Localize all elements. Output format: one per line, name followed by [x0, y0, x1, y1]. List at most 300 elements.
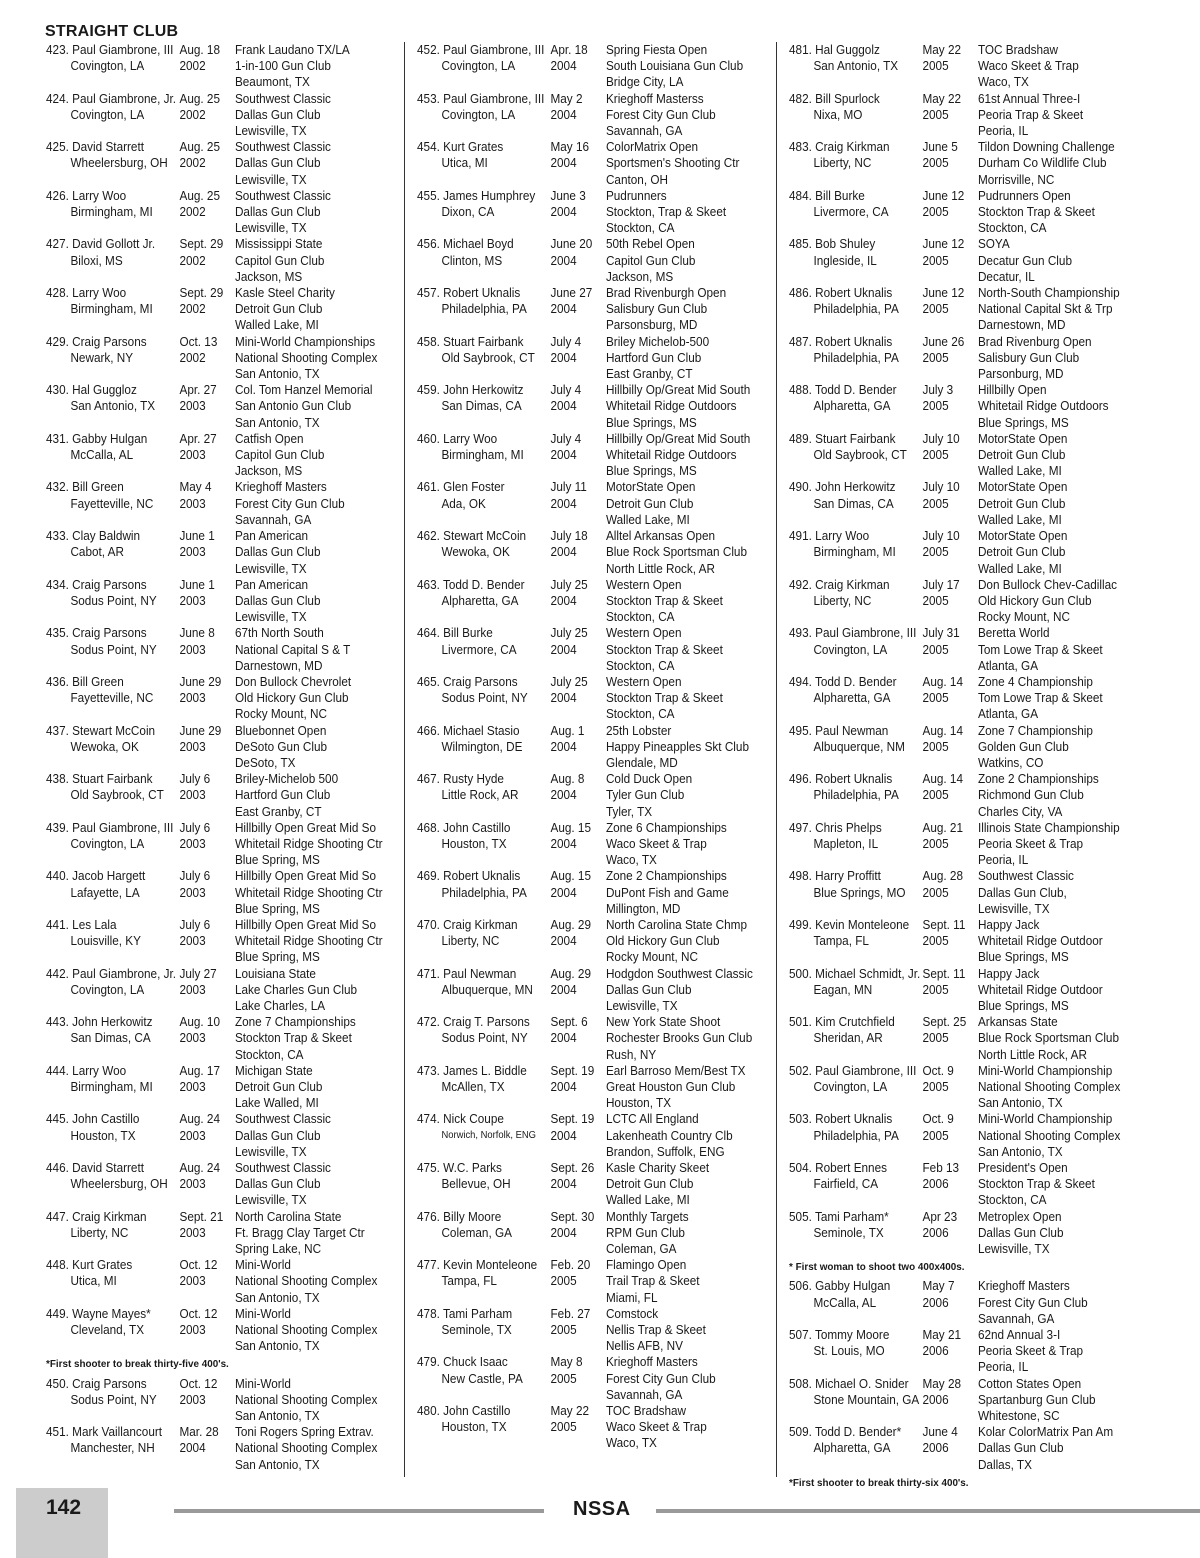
- event-year: 2005: [922, 739, 949, 754]
- shooter-name: Robert Uknalis: [443, 869, 521, 884]
- footer-rule: [174, 1509, 544, 1513]
- shooter-name: Robert Uknalis: [443, 286, 521, 301]
- event-name: Mini-World Championship: [977, 1063, 1113, 1078]
- record-entry: [417, 431, 774, 480]
- event-date: June 12: [922, 188, 965, 203]
- entry-number: 450.: [46, 1376, 69, 1391]
- shooter-line: [46, 285, 179, 301]
- date-cell: [179, 1257, 234, 1306]
- date-cell: [922, 139, 977, 188]
- event-name: Pan American: [234, 529, 309, 544]
- shooter-cell: [417, 820, 550, 869]
- date-cell: [179, 431, 234, 480]
- event-year: 2003: [179, 545, 206, 560]
- club-name: Tom Lowe Trap & Skeet: [977, 642, 1103, 657]
- event-year: 2005: [550, 1420, 577, 1435]
- event-name: 25th Lobster: [605, 723, 672, 738]
- shooter-hometown: Sodus Point, NY: [70, 1392, 157, 1407]
- club-name: Stockton Trap & Skeet: [605, 691, 723, 706]
- record-entry: [46, 382, 403, 431]
- event-name: Metroplex Open: [977, 1209, 1062, 1224]
- event-year: 2005: [922, 448, 949, 463]
- club-name: Rochester Brooks Gun Club: [605, 1031, 753, 1046]
- event-name: Louisiana State: [234, 966, 316, 981]
- shooter-line: [46, 479, 179, 495]
- shooter-cell: [789, 139, 922, 188]
- event-date: Apr. 27: [179, 383, 217, 398]
- shooter-cell: [789, 42, 922, 91]
- date-cell: [922, 723, 977, 772]
- event-year: 2004: [550, 691, 577, 706]
- event-name: Zone 4 Championship: [977, 674, 1093, 689]
- date-cell: [179, 868, 234, 917]
- club-name: Happy Pineapples Skt Club: [605, 739, 749, 754]
- shooter-hometown: Norwich, Norfolk, ENG: [441, 1129, 536, 1141]
- event-date: July 25: [550, 626, 588, 641]
- shooter-hometown: Wilmington, DE: [441, 739, 523, 754]
- event-year: 2005: [922, 496, 949, 511]
- date-cell: [550, 1306, 605, 1355]
- record-entry: [789, 577, 1146, 626]
- club-city: Spring Lake, NC: [234, 1242, 322, 1257]
- entry-number: 440.: [46, 869, 69, 884]
- club-city: Blue Spring, MS: [234, 950, 320, 965]
- shooter-hometown: Livermore, CA: [813, 205, 889, 220]
- event-cell: [978, 674, 1152, 723]
- event-name: Frank Laudano TX/LA: [234, 43, 350, 57]
- shooter-cell: [789, 91, 922, 140]
- shooter-name: Harry Proffitt: [815, 869, 881, 884]
- record-entry: [417, 1063, 774, 1112]
- shooter-name: Craig Kirkman: [72, 1209, 147, 1224]
- entry-number: 469.: [417, 869, 440, 884]
- shooter-name: Tami Parham: [442, 1306, 513, 1321]
- shooter-cell: [46, 382, 179, 431]
- event-year: 2005: [922, 205, 949, 220]
- entry-number: 429.: [46, 334, 69, 349]
- shooter-hometown: Ada, OK: [441, 496, 486, 511]
- event-cell: [235, 1111, 409, 1160]
- event-cell: [978, 1014, 1152, 1063]
- date-cell: [922, 1424, 977, 1473]
- record-entry: [789, 42, 1146, 91]
- event-cell: [235, 334, 409, 383]
- club-city: Glendale, MD: [605, 755, 678, 770]
- event-date: Sept. 11: [922, 917, 966, 932]
- shooter-hometown: Tampa, FL: [441, 1274, 497, 1289]
- shooter-hometown: Clinton, MS: [441, 253, 503, 268]
- shooter-hometown: Albuquerque, NM: [813, 739, 905, 754]
- shooter-cell: [46, 1306, 179, 1355]
- club-city: Blue Spring, MS: [234, 853, 320, 868]
- shooter-cell: [789, 236, 922, 285]
- shooter-hometown: Eagan, MN: [813, 982, 873, 997]
- club-name: Waco Skeet & Trap: [605, 836, 707, 851]
- shooter-name: Craig Parsons: [72, 577, 147, 592]
- club-city: Stockton, CA: [605, 221, 675, 236]
- event-date: Sept. 30: [550, 1209, 595, 1224]
- club-city: Lewisville, TX: [605, 998, 678, 1013]
- shooter-hometown: Houston, TX: [441, 1420, 507, 1435]
- shooter-hometown: Wewoka, OK: [70, 739, 139, 754]
- club-city: Stockton, CA: [977, 1193, 1047, 1208]
- shooter-line: [46, 139, 179, 155]
- shooter-hometown: Newark, NY: [70, 350, 134, 365]
- event-year: 2005: [922, 302, 949, 317]
- entry-number: 461.: [417, 480, 440, 495]
- shooter-cell: [789, 1327, 922, 1376]
- date-cell: [179, 674, 234, 723]
- club-city: Walled Lake, MI: [605, 1193, 690, 1208]
- event-name: Arkansas State: [977, 1015, 1058, 1030]
- club-name: Salisbury Gun Club: [605, 302, 708, 317]
- shooter-name: Todd D. Bender: [814, 674, 897, 689]
- event-name: Krieghoff Masters: [605, 1355, 698, 1370]
- shooter-cell: [789, 625, 922, 674]
- club-name: Great Houston Gun Club: [605, 1080, 736, 1094]
- shooter-name: Tommy Moore: [814, 1328, 890, 1343]
- event-name: Southwest Classic: [234, 1112, 331, 1127]
- shooter-name: Paul Giambrone, III: [443, 43, 545, 57]
- event-name: Toni Rogers Spring Extrav.: [234, 1425, 374, 1440]
- shooter-cell: [417, 236, 550, 285]
- shooter-line: [789, 820, 922, 836]
- club-city: East Granby, CT: [234, 804, 322, 819]
- entry-number: 489.: [789, 431, 812, 446]
- event-date: July 27: [179, 966, 217, 981]
- event-year: 2005: [922, 107, 949, 122]
- record-entry: [417, 1306, 774, 1355]
- club-city: Waco, TX: [605, 853, 657, 868]
- club-city: Nellis AFB, NV: [605, 1339, 683, 1354]
- shooter-hometown: Covington, LA: [441, 59, 516, 74]
- event-cell: [235, 139, 409, 188]
- entry-number: 424.: [46, 91, 69, 106]
- club-name: Tyler Gun Club: [605, 788, 685, 803]
- shooter-cell: [46, 966, 179, 1015]
- shooter-hometown: Liberty, NC: [70, 1225, 129, 1240]
- event-date: July 6: [179, 772, 211, 787]
- shooter-cell: [46, 917, 179, 966]
- shooter-hometown: Covington, LA: [813, 1080, 888, 1094]
- entry-number: 445.: [46, 1112, 69, 1127]
- event-cell: [235, 91, 409, 140]
- shooter-name: Robert Ennes: [815, 1161, 888, 1176]
- entry-number: 492.: [789, 577, 812, 592]
- record-entry: [46, 188, 403, 237]
- shooter-hometown: Birmingham, MI: [70, 205, 153, 220]
- record-entry: [417, 917, 774, 966]
- record-entry: [46, 91, 403, 140]
- date-cell: [179, 139, 234, 188]
- entry-number: 480.: [417, 1404, 440, 1419]
- club-name: Blue Rock Sportsman Club: [977, 1031, 1120, 1046]
- club-name: Stockton Trap & Skeet: [977, 205, 1095, 220]
- event-date: May 22: [550, 1404, 590, 1419]
- shooter-cell: [417, 479, 550, 528]
- event-cell: [606, 528, 780, 577]
- event-cell: [978, 42, 1152, 91]
- event-cell: [235, 285, 409, 334]
- event-date: Sept. 11: [922, 966, 966, 981]
- club-city: Beaumont, TX: [234, 75, 310, 90]
- record-entry: [417, 91, 774, 140]
- event-date: Aug. 29: [550, 917, 591, 932]
- shooter-line: [46, 431, 179, 447]
- event-cell: [606, 577, 780, 626]
- event-year: 2006: [922, 1177, 949, 1192]
- shooter-hometown: Covington, LA: [70, 59, 145, 74]
- club-city: Lewisville, TX: [234, 124, 307, 139]
- record-entry: [417, 1354, 774, 1403]
- club-name: Dallas Gun Club: [234, 593, 321, 608]
- shooter-cell: [789, 1424, 922, 1473]
- shooter-name: James Humphrey: [443, 188, 536, 203]
- event-year: 2005: [922, 545, 949, 560]
- date-cell: [179, 91, 234, 140]
- event-date: Feb 13: [922, 1161, 960, 1176]
- club-name: Capitol Gun Club: [234, 448, 325, 463]
- record-entry: [46, 917, 403, 966]
- date-cell: [179, 528, 234, 577]
- shooter-cell: [417, 625, 550, 674]
- club-city: North Little Rock, AR: [977, 1047, 1087, 1062]
- entry-number: 471.: [417, 966, 440, 981]
- event-cell: [235, 577, 409, 626]
- shooter-cell: [789, 479, 922, 528]
- event-date: July 11: [550, 480, 587, 495]
- event-cell: [978, 917, 1152, 966]
- club-city: San Antonio, TX: [234, 1457, 320, 1472]
- shooter-hometown: Mapleton, IL: [813, 836, 879, 851]
- entry-number: 427.: [46, 237, 69, 252]
- event-date: Sept. 21: [179, 1209, 224, 1224]
- entry-number: 453.: [417, 91, 440, 106]
- event-year: 2005: [922, 593, 949, 608]
- shooter-hometown: Little Rock, AR: [441, 788, 519, 803]
- event-cell: [606, 91, 780, 140]
- shooter-line: [789, 577, 922, 593]
- shooter-name: Paul Giambrone, Jr.: [72, 966, 176, 981]
- shooter-name: Craig Kirkman: [815, 140, 890, 155]
- record-entry: [789, 1063, 1146, 1112]
- entry-number: 503.: [789, 1112, 812, 1127]
- event-year: 2004: [550, 1177, 577, 1192]
- shooter-hometown: Biloxi, MS: [70, 253, 123, 268]
- shooter-line: [789, 431, 922, 447]
- club-name: Peoria Trap & Skeet: [977, 107, 1084, 122]
- record-entry: [789, 188, 1146, 237]
- event-name: TOC Bradshaw: [977, 43, 1059, 57]
- shooter-name: Robert Uknalis: [815, 1112, 893, 1127]
- event-date: Aug. 1: [550, 723, 585, 738]
- club-city: Atlanta, GA: [977, 707, 1039, 722]
- entry-number: 454.: [417, 140, 440, 155]
- shooter-hometown: Old Saybrook, CT: [70, 788, 164, 803]
- club-city: Whitestone, SC: [977, 1409, 1060, 1424]
- event-name: Mini-World: [234, 1376, 291, 1391]
- event-name: Don Bullock Chevrolet: [234, 674, 352, 689]
- shooter-hometown: Sodus Point, NY: [70, 593, 157, 608]
- event-cell: [978, 285, 1152, 334]
- shooter-name: Robert Uknalis: [815, 334, 893, 349]
- event-cell: [235, 1209, 409, 1258]
- date-cell: [179, 1063, 234, 1112]
- shooter-cell: [417, 91, 550, 140]
- record-entry: [46, 674, 403, 723]
- club-city: Waco, TX: [977, 75, 1029, 90]
- entry-number: 475.: [417, 1161, 440, 1176]
- event-name: Mini-World Championship: [977, 1112, 1113, 1127]
- shooter-name: Paul Giambrone, III: [815, 1063, 917, 1078]
- shooter-hometown: Bellevue, OH: [441, 1177, 511, 1192]
- shooter-name: Hal Guggloz: [72, 383, 137, 398]
- event-date: July 6: [179, 820, 211, 835]
- club-name: Waco Skeet & Trap: [977, 59, 1079, 74]
- club-city: Peoria, IL: [977, 124, 1029, 139]
- shooter-name: Craig Parsons: [72, 1376, 147, 1391]
- shooter-cell: [417, 431, 550, 480]
- event-date: July 4: [550, 334, 582, 349]
- shooter-hometown: McAllen, TX: [441, 1080, 505, 1094]
- shooter-cell: [417, 188, 550, 237]
- entry-number: 464.: [417, 626, 440, 641]
- event-year: 2003: [179, 593, 206, 608]
- event-cell: [978, 1376, 1152, 1425]
- shooter-cell: [417, 139, 550, 188]
- shooter-line: [789, 1424, 922, 1440]
- date-cell: [922, 625, 977, 674]
- event-name: SOYA: [977, 237, 1010, 252]
- event-name: Brad Rivenburgh Open: [605, 286, 727, 301]
- event-cell: [978, 868, 1152, 917]
- event-cell: [606, 723, 780, 772]
- club-city: Blue Springs, MS: [977, 950, 1069, 965]
- shooter-hometown: Lafayette, LA: [70, 885, 140, 900]
- date-cell: [922, 334, 977, 383]
- event-year: 2004: [550, 788, 577, 803]
- club-name: Lake Charles Gun Club: [234, 982, 358, 997]
- record-entry: [46, 479, 403, 528]
- entry-number: 442.: [46, 966, 69, 981]
- shooter-name: Michael Schmidt, Jr.: [815, 966, 921, 981]
- event-cell: [235, 236, 409, 285]
- date-cell: [179, 285, 234, 334]
- event-name: Brad Rivenburg Open: [977, 334, 1092, 349]
- entry-number: 477.: [417, 1258, 440, 1273]
- entry-number: 439.: [46, 820, 69, 835]
- shooter-name: Bill Green: [72, 480, 124, 495]
- shooter-cell: [789, 1278, 922, 1327]
- entry-number: 483.: [789, 140, 812, 155]
- date-cell: [550, 577, 605, 626]
- shooter-cell: [46, 139, 179, 188]
- event-cell: [978, 236, 1152, 285]
- club-city: Savannah, GA: [234, 512, 312, 527]
- event-year: 2004: [550, 934, 577, 949]
- shooter-hometown: St. Louis, MO: [813, 1344, 885, 1359]
- shooter-hometown: Philadelphia, PA: [441, 885, 527, 900]
- shooter-line: [789, 966, 922, 982]
- entry-number: 487.: [789, 334, 812, 349]
- event-date: Apr. 27: [179, 431, 217, 446]
- club-city: San Antonio, TX: [234, 1339, 320, 1354]
- shooter-hometown: Louisville, KY: [70, 934, 141, 949]
- footnote: * First woman to shoot two 400x400s.: [789, 1261, 965, 1274]
- record-entry: [417, 139, 774, 188]
- date-cell: [179, 1209, 234, 1258]
- event-date: Aug. 15: [550, 820, 591, 835]
- shooter-hometown: Cabot, AR: [70, 545, 125, 560]
- event-name: MotorState Open: [605, 480, 696, 495]
- date-cell: [550, 1354, 605, 1403]
- date-cell: [550, 820, 605, 869]
- club-city: Blue Springs, MS: [977, 998, 1069, 1013]
- event-year: 2004: [179, 1441, 206, 1456]
- club-name: Capitol Gun Club: [605, 253, 696, 268]
- shooter-cell: [789, 917, 922, 966]
- shooter-hometown: Birmingham, MI: [813, 545, 896, 560]
- club-city: Dallas, TX: [977, 1457, 1032, 1472]
- event-year: 2006: [922, 1392, 949, 1407]
- entry-number: 476.: [417, 1209, 440, 1224]
- entry-number: 478.: [417, 1306, 440, 1321]
- event-year: 2005: [550, 1274, 577, 1289]
- shooter-line: [46, 1209, 179, 1225]
- footer-rule: [656, 1509, 1200, 1513]
- event-cell: [606, 1160, 780, 1209]
- shooter-line: [46, 917, 179, 933]
- event-date: May 8: [550, 1355, 583, 1370]
- date-cell: [550, 285, 605, 334]
- event-cell: [235, 1376, 409, 1425]
- record-entry: [46, 1111, 403, 1160]
- shooter-line: [46, 868, 179, 884]
- club-city: San Antonio, TX: [234, 1290, 320, 1305]
- event-name: Mississippi State: [234, 237, 323, 252]
- shooter-name: Michael Boyd: [443, 237, 514, 252]
- shooter-cell: [46, 1424, 179, 1473]
- event-year: 2004: [550, 253, 577, 268]
- shooter-hometown: Sodus Point, NY: [441, 1031, 528, 1046]
- event-name: Alltel Arkansas Open: [605, 529, 716, 544]
- event-year: 2003: [179, 399, 206, 414]
- shooter-line: [417, 334, 550, 350]
- event-name: 67th North South: [234, 626, 324, 641]
- date-cell: [922, 382, 977, 431]
- entry-number: 448.: [46, 1258, 69, 1273]
- event-year: 2004: [550, 642, 577, 657]
- shooter-line: [417, 382, 550, 398]
- event-date: Oct. 12: [179, 1376, 218, 1391]
- shooter-cell: [417, 674, 550, 723]
- shooter-hometown: Coleman, GA: [441, 1225, 512, 1240]
- shooter-name: Stewart McCoin: [443, 529, 527, 544]
- date-cell: [550, 42, 605, 91]
- record-entry: [417, 236, 774, 285]
- shooter-hometown: Old Saybrook, CT: [441, 350, 535, 365]
- shooter-line: [46, 966, 179, 982]
- shooter-cell: [46, 1209, 179, 1258]
- shooter-name: Craig Kirkman: [443, 917, 518, 932]
- record-entry: [46, 1257, 403, 1306]
- date-cell: [922, 966, 977, 1015]
- club-city: Peoria, IL: [977, 853, 1029, 868]
- event-date: May 21: [922, 1328, 962, 1343]
- date-cell: [922, 285, 977, 334]
- shooter-name: Michael Stasio: [443, 723, 520, 738]
- club-city: Savannah, GA: [605, 124, 683, 139]
